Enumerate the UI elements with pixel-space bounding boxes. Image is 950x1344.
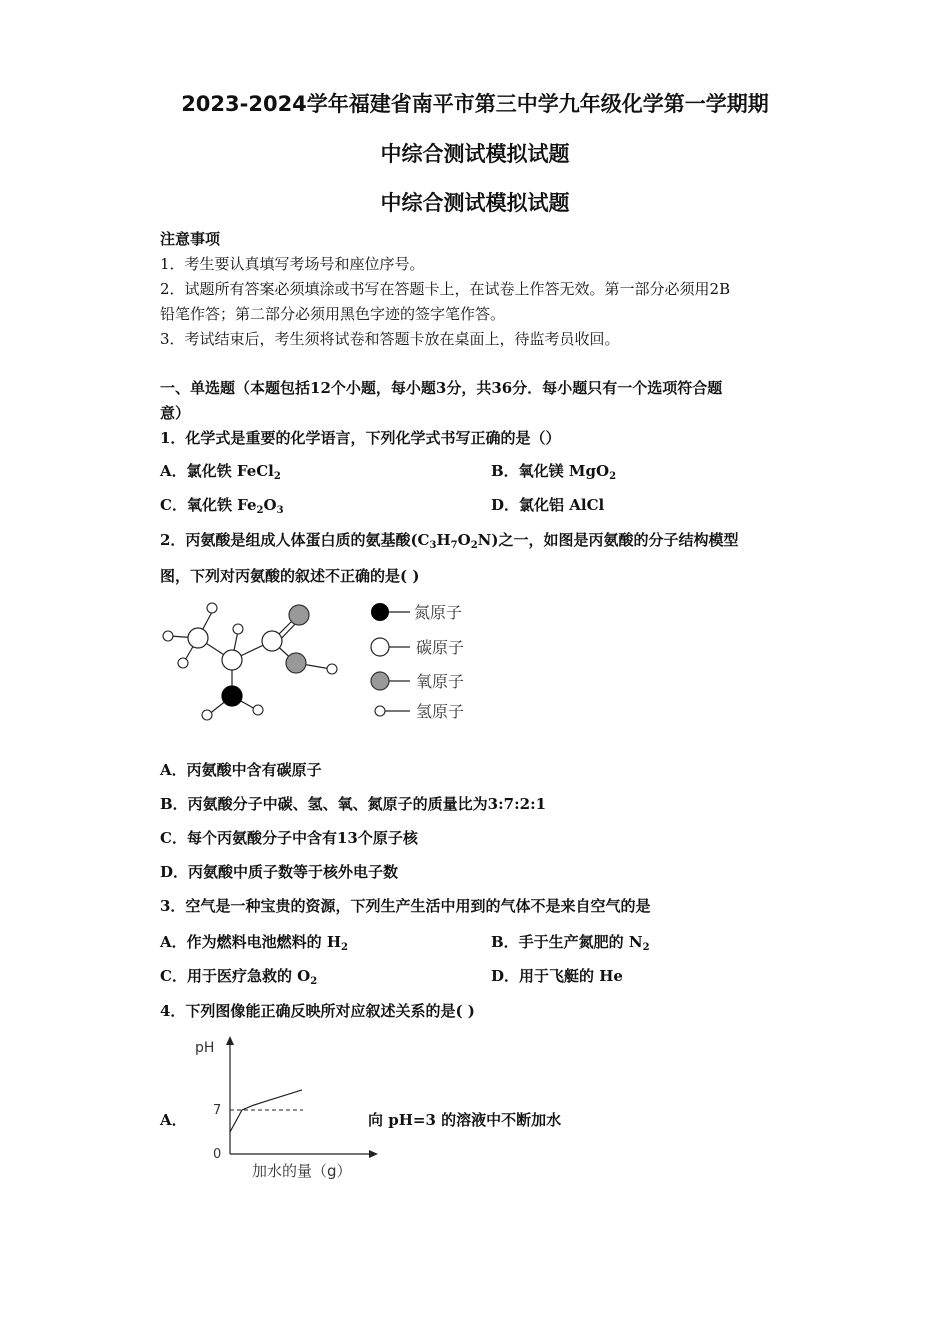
tick-label-7: 7 xyxy=(213,1103,222,1118)
q2-option-a[interactable]: A．丙氨酸中含有碳原子 xyxy=(160,761,322,779)
legend-hydrogen: 氢原子 xyxy=(416,702,465,721)
hydrogen-atom xyxy=(207,603,217,613)
legend-carbon: 碳原子 xyxy=(416,638,465,657)
oxygen-atom xyxy=(286,653,306,673)
exam-title-line-3: 中综合测试模拟试题 xyxy=(380,191,570,215)
notice-item-1: 1．考生要认真填写考场号和座位序号。 xyxy=(160,255,425,273)
notice-item-2-cont: 铅笔作答；第二部分必须用黑色字迹的签字笔作答。 xyxy=(160,305,506,323)
section1-heading: 一、单选题（本题包括12个小题，每小题3分，共36分．每小题只有一个选项符合题 xyxy=(160,379,723,397)
carbon-atom xyxy=(222,650,242,670)
hydrogen-atom xyxy=(233,624,243,634)
section1-heading-cont: 意） xyxy=(160,404,191,422)
hydrogen-atom xyxy=(253,705,263,715)
q4-option-a-label[interactable]: A． xyxy=(160,1111,187,1129)
y-axis-arrow xyxy=(226,1036,234,1045)
q2-stem-cont: 图，下列对丙氨酸的叙述不正确的是( ) xyxy=(160,567,420,585)
q2-option-c[interactable]: C．每个丙氨酸分子中含有13个原子核 xyxy=(160,829,418,847)
exam-title-line-2: 中综合测试模拟试题 xyxy=(380,142,570,166)
oxygen-atom xyxy=(289,605,309,625)
y-axis-label: pH xyxy=(195,1040,215,1056)
q1-option-b[interactable]: B．氧化镁 MgO$_2$ xyxy=(491,462,617,482)
q2-option-b[interactable]: B．丙氨酸分子中碳、氢、氧、氮原子的质量比为3:7:2:1 xyxy=(160,795,547,813)
q1-stem: 1．化学式是重要的化学语言，下列化学式书写正确的是（） xyxy=(160,429,561,447)
q1-option-a[interactable]: A．氯化铁 FeCl$_2$ xyxy=(160,462,281,482)
hydrogen-atom xyxy=(202,710,212,720)
x-axis-label: 加水的量（g） xyxy=(252,1162,352,1180)
alanine-molecule-diagram xyxy=(155,598,495,730)
q4-stem: 4．下列图像能正确反映所对应叙述关系的是( ) xyxy=(160,1002,475,1020)
hydrogen-atom xyxy=(327,664,337,674)
q3-stem: 3．空气是一种宝贵的资源，下列生产生活中用到的气体不是来自空气的是 xyxy=(160,897,651,915)
carbon-atom xyxy=(188,628,208,648)
notice-item-3: 3．考试结束后，考生须将试卷和答题卡放在桌面上，待监考员收回。 xyxy=(160,330,620,348)
q1-option-c[interactable]: C．氧化铁 $Fe_2O_3$ xyxy=(160,496,284,516)
hydrogen-atom xyxy=(178,658,188,668)
q3-option-c[interactable]: C．用于医疗急救的 $O_2$ xyxy=(160,967,318,987)
exam-title-line-1: 2023-2024学年福建省南平市第三中学九年级化学第一学期期 xyxy=(181,92,769,116)
q3-option-d[interactable]: D．用于飞艇的 He xyxy=(491,967,623,985)
ph-chart xyxy=(185,1030,385,1190)
notice-item-2: 2．试题所有答案必须填涂或书写在答题卡上，在试卷上作答无效。第一部分必须用2B xyxy=(160,280,731,298)
tick-label-0: 0 xyxy=(213,1147,222,1162)
legend-nitrogen: 氮原子 xyxy=(414,603,463,622)
legend-oxygen: 氧原子 xyxy=(416,672,465,691)
q1-option-d[interactable]: D．氯化铝 AlCl xyxy=(491,496,605,514)
carbon-atom xyxy=(262,631,282,651)
q3-option-a[interactable]: A．作为燃料电池燃料的 $H_2$ xyxy=(160,933,349,953)
nitrogen-atom xyxy=(222,686,242,706)
x-axis-arrow xyxy=(369,1150,378,1158)
q2-stem: 2．丙氨酸是组成人体蛋白质的氨基酸$(C_3H_7O_2N)$之一，如图是丙氨酸的分子结构模型 xyxy=(160,531,739,551)
hydrogen-atom xyxy=(163,631,173,641)
q3-option-b[interactable]: B．手于生产氮肥的 $N_2$ xyxy=(491,933,650,953)
notice-heading: 注意事项 xyxy=(160,230,221,248)
q2-option-d[interactable]: D．丙氨酸中质子数等于核外电子数 xyxy=(160,863,399,881)
ph-series-line xyxy=(230,1090,302,1132)
q4-option-a-description: 向 pH=3 的溶液中不断加水 xyxy=(368,1111,562,1129)
